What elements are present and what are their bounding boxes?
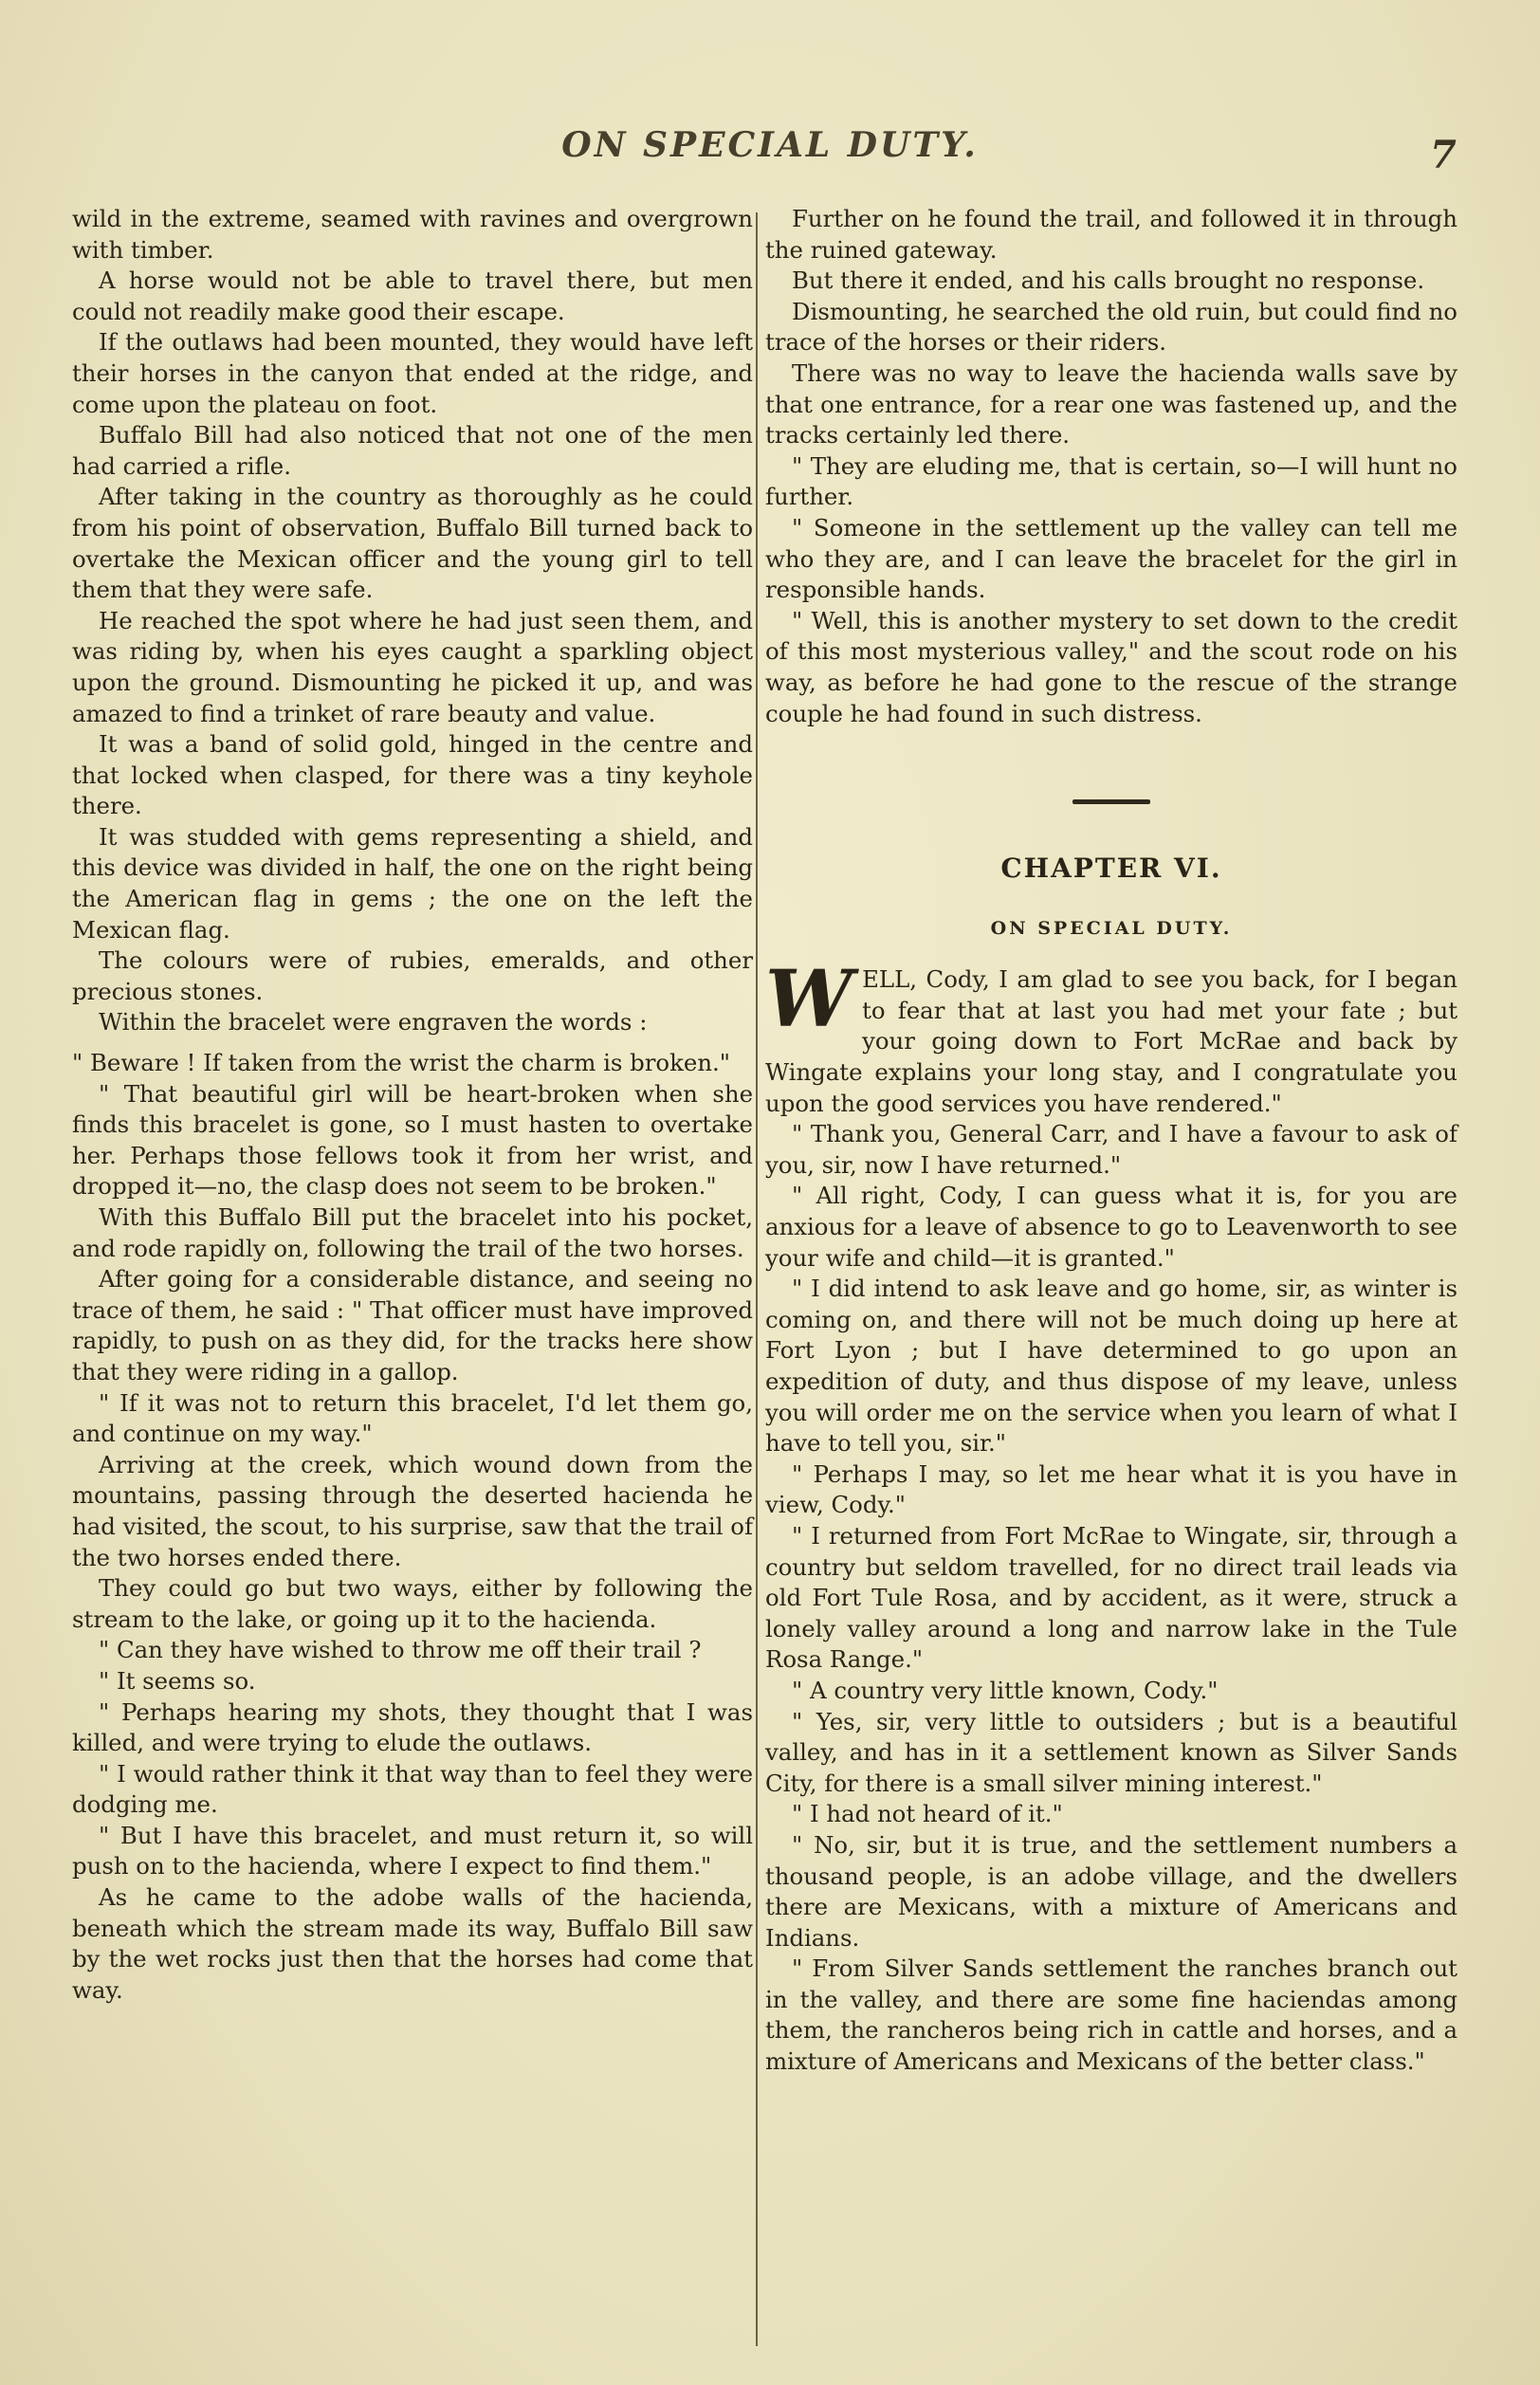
drop-cap: W (765, 954, 853, 1046)
chapter-title: CHAPTER VI. (1000, 853, 1222, 885)
paragraph: If the outlaws had been mounted, they would have left their horses in the canyon that ended at the ridge, and come upon the plateau on foot. (72, 328, 753, 418)
paragraph: After taking in the country as thoroughly as he could from his point of observation, Buffalo Bill turned back to overtake the Mexican officer and the young girl to tell them that they were safe. (72, 483, 753, 604)
paragraph: But there it ended, and his calls brought no response. (792, 266, 1425, 295)
column-divider (756, 212, 758, 2346)
paragraph: After going for a considerable distance, and seeing no trace of them, he said : " That officer must have improved rapidly, to push on as they did, for the tracks here show that they were riding in a gallop. (72, 1265, 753, 1385)
chapter-subtitle: ON SPECIAL DUTY. (990, 917, 1233, 939)
paragraph: It was a band of solid gold, hinged in the centre and that locked when clasped, for there was a tiny keyhole there. (72, 730, 753, 820)
paragraph: " A country very little known, Cody." (792, 1676, 1219, 1704)
chapter-opening-paragraph (765, 954, 1458, 1119)
paragraph: A horse would not be able to travel there, but men could not readily make good their escape. (72, 266, 753, 325)
paragraph: " All right, Cody, I can guess what it is, for you are anxious for a leave of absence to go to Leavenworth to see your wife and child—it is granted." (765, 1182, 1458, 1272)
paragraph: They could go but two ways, either by following the stream to the lake, or going up it to the hacienda. (72, 1574, 753, 1633)
inscription: " Beware ! If taken from the wrist the charm is broken." (72, 1049, 731, 1077)
paragraph: Arriving at the creek, which wound down from the mountains, passing through the deserted hacienda he had visited, the scout, to his surprise, saw that the trail of the two horses ended there. (72, 1450, 753, 1571)
paragraph: " From Silver Sands settlement the ranches branch out in the valley, and there are some fine haciendas among them, the rancheros being rich in cattle and horses, and a mixture of Americans and Mexicans of the better class." (765, 1954, 1458, 2076)
paragraph: " Well, this is another mystery to set down to the credit of this most mysterious valley," and the scout rode on his way, as before he had gone to the rescue of the strange couple he had found in such distress. (765, 606, 1458, 727)
paragraph: He reached the spot where he had just seen them, and was riding by, when his eyes caught a sparkling object upon the ground. Dismounting he picked it up, and was amazed to find a trinket of rare beauty and value. (72, 606, 753, 727)
paragraph: " If it was not to return this bracelet, I'd let them go, and continue on my way." (72, 1388, 753, 1448)
running-head: ON SPECIAL DUTY. (561, 125, 979, 165)
paragraph: There was no way to leave the hacienda walls save by that one entrance, for a rear one was fastened up, and the tracks certainly led there. (765, 358, 1458, 449)
paragraph: " Can they have wished to throw me off their trail ? (99, 1636, 702, 1664)
paragraph: " I had not heard of it." (792, 1800, 1063, 1828)
paragraph: Within the bracelet were engraven the words : (99, 1008, 648, 1037)
paragraph: " Someone in the settlement up the valley can tell me who they are, and I can leave the bracelet for the girl in responsible hands. (765, 513, 1458, 604)
paragraph: With this Buffalo Bill put the bracelet into his pocket, and rode rapidly on, following the trail of the two horses. (72, 1203, 753, 1262)
paragraph: " That beautiful girl will be heart-broken when she finds this bracelet is gone, so I must hasten to overtake her. Perhaps those fellows took it from her wrist, and dropped it—no, the clasp does not seem to be broken." (72, 1079, 753, 1201)
paragraph: " I returned from Fort McRae to Wingate, sir, through a country but seldom travelled, for no direct trail leads via old Fort Tule Rosa, and by accident, as it were, struck a lonely valley around a long and narrow lake in the Tule Rosa Range." (765, 1521, 1458, 1674)
section-ornament (1072, 799, 1150, 804)
paragraph: " Yes, sir, very little to outsiders ; but is a beautiful valley, and has in it a settlement known as Silver Sands City, for there is a small silver mining interest." (765, 1707, 1458, 1797)
paragraph: " Thank you, General Carr, and I have a favour to ask of you, sir, now I have returned." (765, 1120, 1458, 1179)
paragraph: " Perhaps I may, so let me hear what it is you have in view, Cody." (765, 1459, 1458, 1519)
paragraph: Further on he found the trail, and followed it in through the ruined gateway. (765, 205, 1458, 264)
right-column (765, 204, 1458, 2078)
paragraph: The colours were of rubies, emeralds, and other precious stones. (72, 946, 753, 1005)
opening-text: ELL, Cody, I am glad to see you back, for I began to fear that at last you had met your fate ; but your going down to Fort McRae and back by Wingate explains your long stay, and I congratulate you upon the good services you have rendered." (765, 965, 1458, 1117)
left-column (72, 204, 753, 2006)
paragraph: " I did intend to ask leave and go home, sir, as winter is coming on, and there will not be much doing up here at Fort Lyon ; but I have determined to go upon an expedition of duty, and thus dispose of my leave, unless you will order me on the service when you learn of what I have to tell you, sir." (765, 1275, 1458, 1458)
paragraph: It was studded with gems representing a shield, and this device was divided in half, the one on the right being the American flag in gems ; the one on the left the Mexican flag. (72, 822, 753, 944)
paragraph: Buffalo Bill had also noticed that not one of the men had carried a rifle. (72, 421, 753, 480)
paragraph: " Perhaps hearing my shots, they thought that I was killed, and were trying to elude the outlaws. (72, 1697, 753, 1757)
paragraph: Dismounting, he searched the old ruin, but could find no trace of the horses or their riders. (765, 297, 1458, 357)
page-number: 7 (1430, 133, 1457, 177)
paragraph: wild in the extreme, seamed with ravines and overgrown with timber. (72, 205, 753, 264)
paragraph: " No, sir, but it is true, and the settlement numbers a thousand people, is an adobe village, and the dwellers there are Mexicans, with a mixture of Americans and Indians. (765, 1830, 1458, 1952)
paragraph: " I would rather think it that way than to feel they were dodging me. (72, 1759, 753, 1819)
paragraph: " It seems so. (99, 1666, 256, 1695)
paragraph: " But I have this bracelet, and must return it, so will push on to the hacienda, where I expect to find them." (72, 1821, 753, 1880)
paragraph: As he came to the adobe walls of the hacienda, beneath which the stream made its way, Buffalo Bill saw by the wet rocks just then that the horses had come that way. (72, 1883, 753, 2004)
paragraph: " They are eluding me, that is certain, so—I will hunt no further. (765, 451, 1458, 511)
